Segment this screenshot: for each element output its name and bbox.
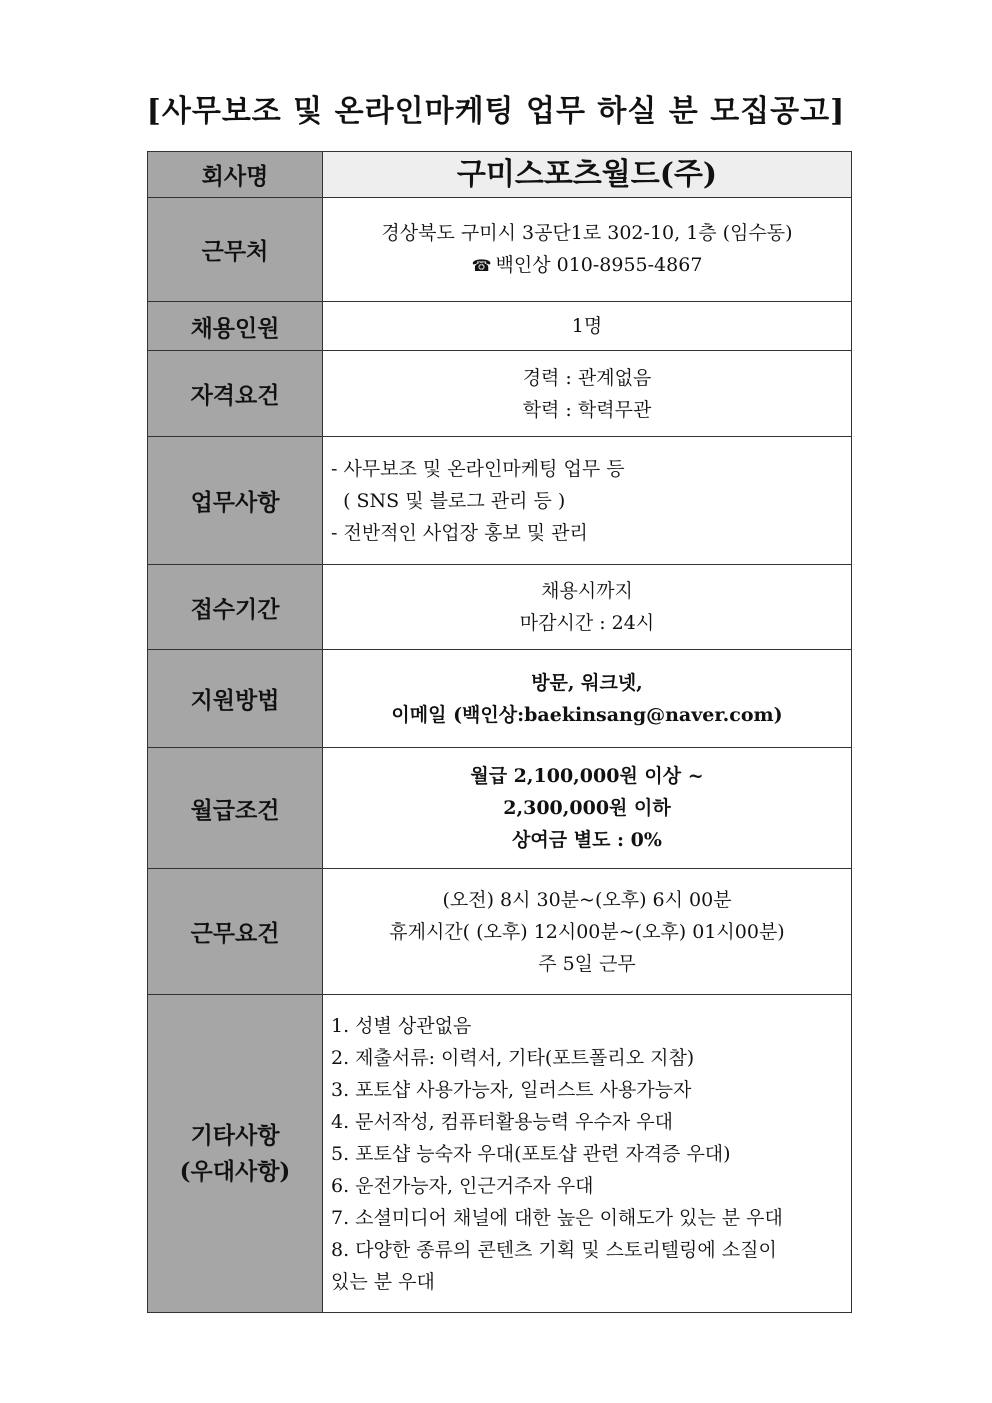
workplace-contact (323, 249, 851, 282)
etc-label-line: (우대사항) (179, 1157, 291, 1185)
etc-item: 8. 다양한 종류의 콘텐츠 기획 및 스토리텔링에 소질이 (331, 1238, 777, 1261)
etc-item: 6. 운전가능자, 인근거주자 우대 (331, 1174, 594, 1197)
row-company (148, 152, 852, 198)
period-value (323, 565, 852, 650)
method-value (323, 650, 852, 748)
job-notice-table (147, 151, 852, 1313)
etc-item: 있는 분 우대 (331, 1270, 435, 1293)
period-line: 마감시간 : 24시 (519, 612, 655, 634)
row-period (148, 565, 852, 650)
etc-value (323, 995, 852, 1313)
row-method (148, 650, 852, 748)
row-duties (148, 437, 852, 565)
row-headcount (148, 302, 852, 351)
method-line: 방문, 워크넷, (531, 671, 643, 694)
phone-icon: ☎ (471, 256, 492, 275)
salary-value (323, 748, 852, 869)
qualification-line: 학력 : 학력무관 (522, 398, 652, 421)
notice-title: [사무보조 및 온라인마케팅 업무 하실 분 모집공고] (146, 94, 846, 129)
row-etc (148, 995, 852, 1313)
row-hours (148, 869, 852, 995)
contact-phone: 백인상 010-8955-4867 (495, 254, 703, 276)
workplace-label: 근무처 (148, 198, 323, 302)
headcount-value: 1명 (323, 302, 852, 351)
method-email: 이메일 (백인상:baekinsang@naver.com) (391, 703, 783, 726)
qualification-label: 자격요건 (148, 351, 323, 437)
salary-label: 월급조건 (148, 748, 323, 869)
method-label: 지원방법 (148, 650, 323, 748)
hours-line: 휴게시간( (오후) 12시00분~(오후) 01시00분) (389, 920, 785, 943)
period-label: 접수기간 (148, 565, 323, 650)
etc-item: 4. 문서작성, 컴퓨터활용능력 우수자 우대 (331, 1110, 673, 1133)
row-salary (148, 748, 852, 869)
duties-line: - 사무보조 및 온라인마케팅 업무 등 (331, 457, 625, 480)
hours-value (323, 869, 852, 995)
qualification-line: 경력 : 관계없음 (522, 366, 652, 389)
duties-value (323, 437, 852, 565)
company-label: 회사명 (148, 152, 323, 198)
headcount-label: 채용인원 (148, 302, 323, 351)
duties-line: ( SNS 및 블로그 관리 등 ) (331, 489, 566, 512)
duties-label: 업무사항 (148, 437, 323, 565)
etc-label (148, 995, 323, 1313)
hours-line: (오전) 8시 30분~(오후) 6시 00분 (442, 888, 732, 911)
etc-label-line: 기타사항 (190, 1121, 280, 1149)
row-qualification (148, 351, 852, 437)
workplace-value (323, 198, 852, 302)
duties-line: - 전반적인 사업장 홍보 및 관리 (331, 521, 588, 544)
etc-item: 7. 소셜미디어 채널에 대한 높은 이해도가 있는 분 우대 (331, 1206, 783, 1229)
salary-line: 상여금 별도 : 0% (512, 829, 662, 851)
etc-item: 2. 제출서류: 이력서, 기타(포트폴리오 지참) (331, 1046, 695, 1069)
etc-item: 3. 포토샵 사용가능자, 일러스트 사용가능자 (331, 1078, 692, 1101)
hours-label: 근무요건 (148, 869, 323, 995)
etc-item: 5. 포토샵 능숙자 우대(포토샵 관련 자격증 우대) (331, 1142, 731, 1165)
hours-line: 주 5일 근무 (538, 952, 636, 975)
qualification-value (323, 351, 852, 437)
company-value: 구미스포츠월드(주) (323, 152, 852, 198)
period-line: 채용시까지 (541, 580, 633, 602)
row-workplace (148, 198, 852, 302)
workplace-address: 경상북도 구미시 3공단1로 302-10, 1층 (임수동) (381, 222, 793, 244)
salary-line: 2,300,000원 이하 (503, 797, 671, 819)
etc-item: 1. 성별 상관없음 (331, 1014, 472, 1037)
salary-line: 월급 2,100,000원 이상 ~ (470, 765, 704, 787)
